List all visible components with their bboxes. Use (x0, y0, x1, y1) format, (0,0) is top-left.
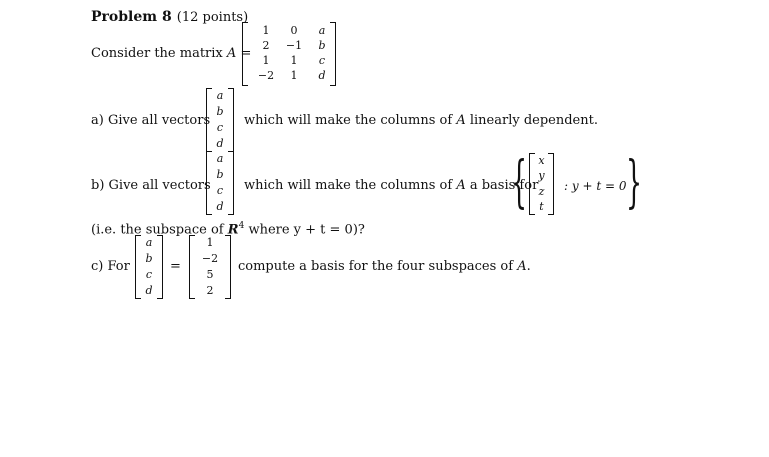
matrix-a (242, 22, 336, 86)
part-c-entry: b (145, 252, 153, 265)
part-c-entry: c (145, 268, 153, 281)
matrix-a-cell: 0 (290, 24, 298, 37)
part-b-text-line (244, 178, 538, 194)
part-b-var: A (456, 178, 466, 193)
matrix-a-cell: 1 (290, 69, 298, 82)
set-entry: t (539, 200, 544, 214)
matrix-a-cell: d (318, 69, 326, 82)
set-vector (529, 153, 554, 215)
note-space: R (227, 222, 239, 238)
part-c-vector (135, 235, 163, 299)
set-entry: z (538, 184, 545, 198)
matrix-a-cell: 1 (262, 24, 270, 37)
part-b-entry: d (216, 200, 224, 213)
note-suffix: where y + t = 0)? (248, 222, 365, 238)
part-a-entry: d (216, 137, 224, 150)
problem-title: Problem 8 (91, 9, 172, 25)
intro-var: A (226, 46, 237, 61)
set-entry: y (538, 169, 545, 183)
part-c-eq: = (170, 259, 181, 274)
part-c-label: c) For (91, 259, 130, 274)
part-b-vector (206, 151, 234, 215)
part-c-text: compute a basis for the four subspaces of (238, 259, 514, 274)
problem-points: (12 points) (176, 10, 249, 25)
matrix-a-cell: c (318, 54, 326, 67)
intro-line (91, 46, 251, 62)
matrix-a-left-bracket (242, 22, 248, 86)
part-c-entry: a (145, 236, 153, 249)
part-b-entry: a (216, 152, 224, 165)
matrix-a-cell: −1 (285, 39, 303, 52)
matrix-a-cell: a (318, 24, 326, 37)
part-c-value-entry: 5 (206, 268, 214, 281)
intro-eq: = (240, 46, 252, 61)
part-c-text-line (238, 259, 531, 275)
part-a-text: which will make the columns of (244, 113, 453, 128)
matrix-a-cell: 1 (262, 54, 270, 67)
part-b-text: which will make the columns of (244, 178, 453, 193)
part-a-tail: linearly dependent. (469, 113, 598, 128)
set-condition: : y + t = 0 (564, 179, 627, 193)
matrix-a-cell: 1 (290, 54, 298, 67)
part-c-entry: d (145, 284, 153, 297)
part-a-label: a) Give all vectors (91, 113, 211, 128)
part-b-entry: b (216, 168, 224, 181)
part-c-value-entry: 2 (206, 284, 214, 297)
matrix-a-cell: b (318, 39, 326, 52)
part-a-vector (206, 88, 234, 152)
set-right-brace: } (626, 150, 643, 215)
part-a-text-line (244, 113, 598, 129)
note-power: 4 (238, 221, 245, 231)
part-c-end: . (526, 259, 531, 274)
part-c-var: A (517, 259, 527, 274)
part-b-label: b) Give all vectors (91, 178, 211, 193)
part-c-values (189, 235, 231, 299)
part-b-entry: c (216, 184, 224, 197)
matrix-a-cell: −2 (257, 69, 275, 82)
part-b-tail: a basis for (469, 178, 539, 193)
part-c-value-entry: 1 (206, 236, 214, 249)
note-prefix: (i.e. the subspace of (91, 222, 224, 238)
part-a-var: A (456, 113, 466, 128)
set-entry: x (538, 153, 545, 167)
part-a-entry: b (216, 105, 224, 118)
part-a-entry: a (216, 89, 224, 102)
matrix-a-cell: 2 (262, 39, 270, 52)
part-a-entry: c (216, 121, 224, 134)
set-left-brace: { (511, 150, 528, 215)
problem-heading (91, 6, 248, 26)
part-c-value-entry: −2 (201, 252, 219, 265)
intro-text: Consider the matrix (91, 46, 223, 61)
